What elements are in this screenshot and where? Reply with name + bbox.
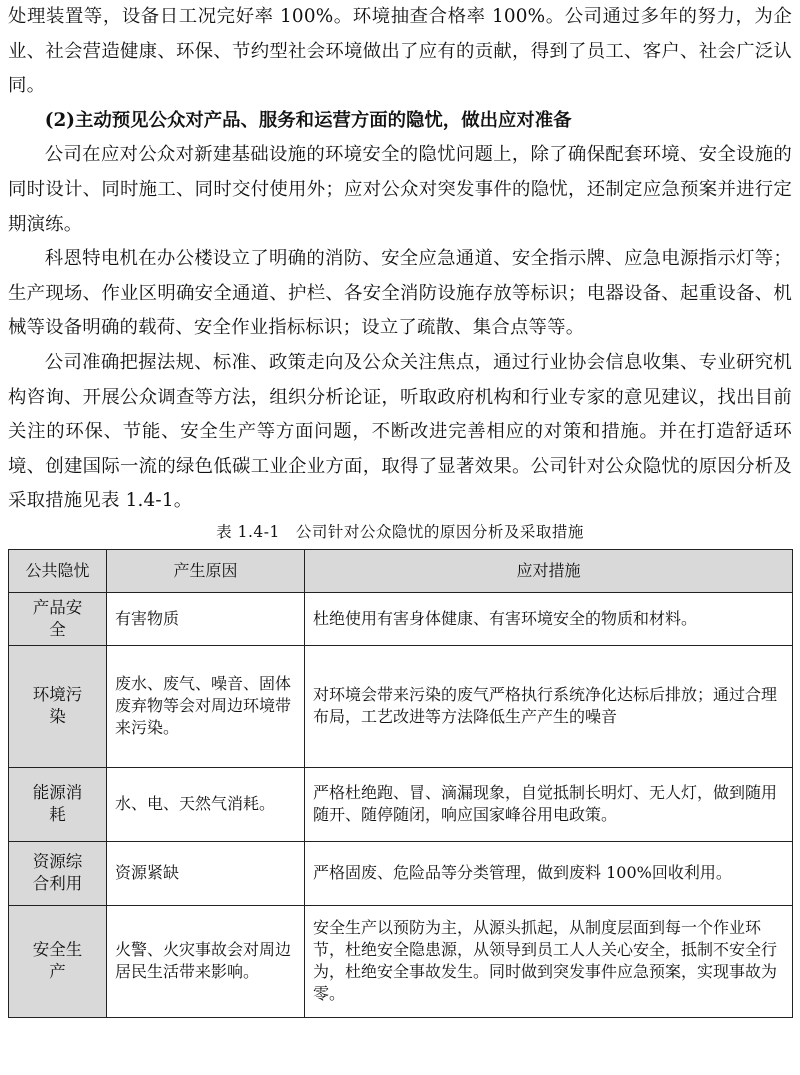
row-cause: 水、电、天然气消耗。 (107, 767, 305, 841)
row-cause: 有害物质 (107, 592, 305, 645)
table-header-row (9, 549, 793, 592)
row-cause: 火警、火灾事故会对周边居民生活带来影响。 (107, 905, 305, 1017)
header-measure: 应对措施 (305, 549, 793, 592)
paragraph-continuation: 处理装置等，设备日工况完好率 100%。环境抽查合格率 100%。公司通过多年的努力，为企业、社会营造健康、环保、节约型社会环境做出了应有的贡献，得到了员工、客户、社会广泛认同。 (8, 6, 792, 97)
section-subheading: (2)主动预见公众对产品、服务和运营方面的隐忧，做出应对准备 (44, 109, 572, 131)
row-category: 安全生产 (9, 905, 107, 1017)
row-measure: 严格杜绝跑、冒、滴漏现象，自觉抵制长明灯、无人灯，做到随用随开、随停随闭，响应国家峰谷用电政策。 (305, 767, 793, 841)
row-measure: 安全生产以预防为主，从源头抓起，从制度层面到每一个作业环节，杜绝安全隐患源，从领导到员工人人关心安全，抵制不安全行为，杜绝安全事故发生。同时做到突发事件应急预案，实现事故为零。 (305, 905, 793, 1017)
public-concerns-table (8, 549, 793, 1018)
paragraph-policy: 公司准确把握法规、标准、政策走向及公众关注焦点，通过行业协会信息收集、专业研究机构咨询、开展公众调查等方法，组织分析论证，听取政府机构和行业专家的意见建议，找出目前关注的环保、节能、安全生产等方面问题，不断改进完善相应的对策和措施。并在打造舒适环境、创建国际一流的绿色低碳工业企业方面，取得了显著效果。公司针对公众隐忧的原因分析及采取措施见表 1.4-1。 (8, 351, 792, 512)
row-measure: 严格固废、危险品等分类管理，做到废料 100%回收利用。 (305, 841, 793, 905)
paragraph-safety-signs: 科恩特电机在办公楼设立了明确的消防、安全应急通道、安全指示牌、应急电源指示灯等；生产现场、作业区明确安全通道、护栏、各安全消防设施存放等标识；电器设备、起重设备、机械等设备明确的载荷、安全作业指标标识；设立了疏散、集合点等等。 (8, 248, 792, 339)
row-category: 产品安全 (9, 592, 107, 645)
row-measure: 杜绝使用有害身体健康、有害环境安全的物质和材料。 (305, 592, 793, 645)
body-text (8, 0, 792, 519)
header-cause: 产生原因 (107, 549, 305, 592)
table-body (9, 592, 793, 1017)
row-measure: 对环境会带来污染的废气严格执行系统净化达标后排放；通过合理布局，工艺改进等方法降低生产产生的噪音 (305, 645, 793, 767)
row-cause: 废水、废气、噪音、固体废弃物等会对周边环境带来污染。 (107, 645, 305, 767)
table-row (9, 841, 793, 905)
table-row (9, 592, 793, 645)
table-row (9, 767, 793, 841)
paragraph-facilities: 公司在应对公众对新建基础设施的环境安全的隐忧问题上，除了确保配套环境、安全设施的同时设计、同时施工、同时交付使用外；应对公众对突发事件的隐忧，还制定应急预案并进行定期演练。 (8, 144, 792, 235)
row-category: 能源消耗 (9, 767, 107, 841)
row-cause: 资源紧缺 (107, 841, 305, 905)
row-category: 资源综合利用 (9, 841, 107, 905)
table-row (9, 645, 793, 767)
header-concern: 公共隐忧 (9, 549, 107, 592)
table-row (9, 905, 793, 1017)
row-category: 环境污染 (9, 645, 107, 767)
table-caption: 表 1.4-1 公司针对公众隐忧的原因分析及采取措施 (216, 522, 584, 541)
